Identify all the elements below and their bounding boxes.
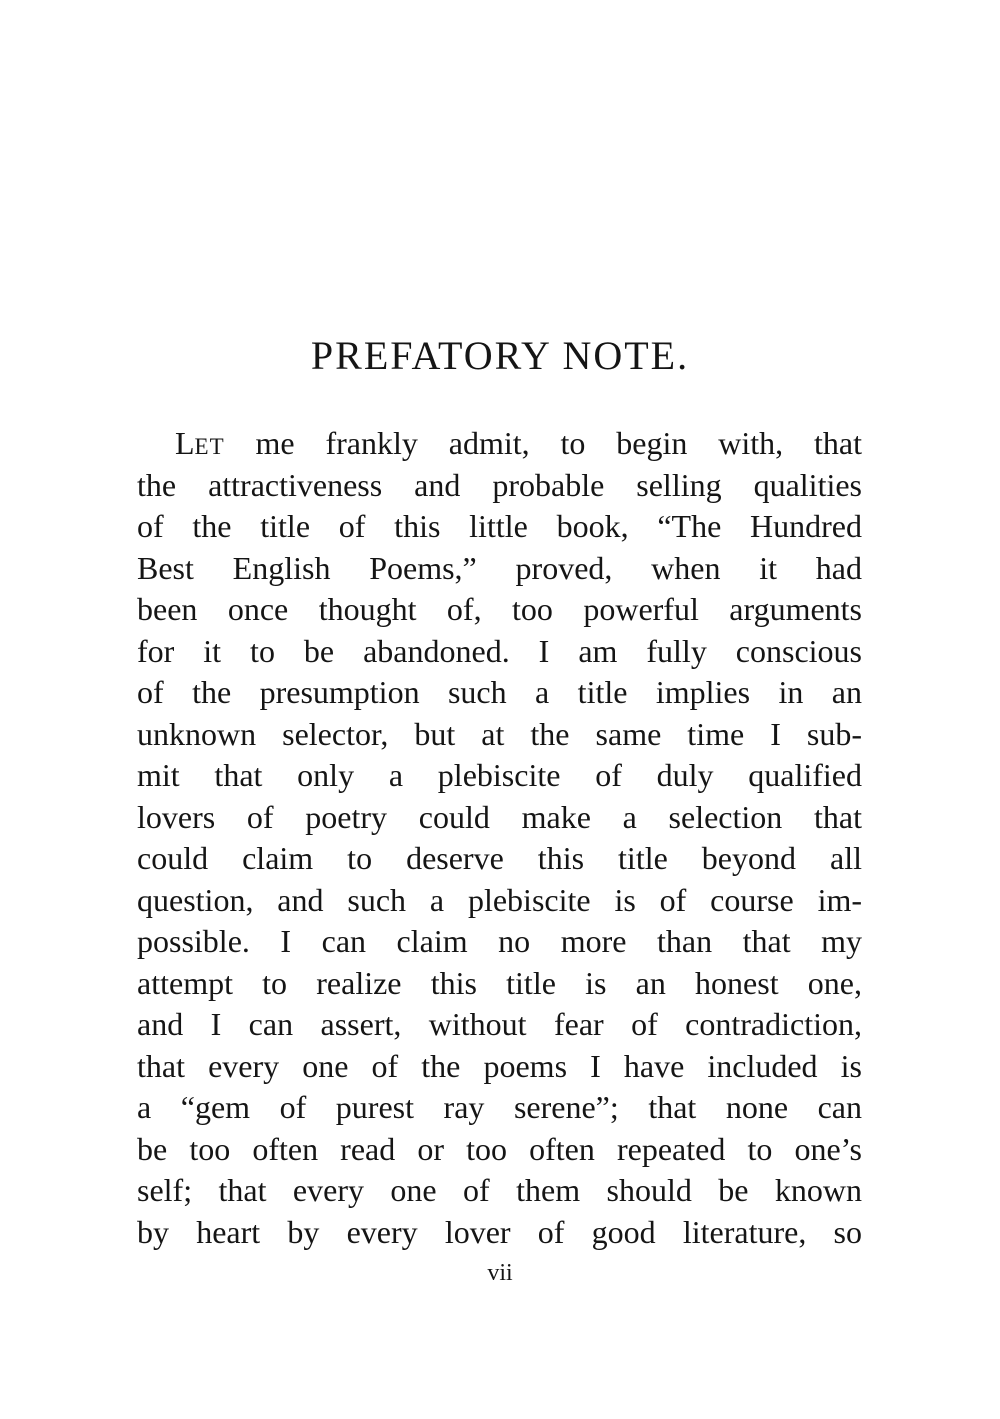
text-line: could claim to deserve this title beyond all (137, 840, 862, 876)
text-line: unknown selector, but at the same time I sub- (137, 715, 862, 752)
dropcap-small-caps: ET (194, 434, 225, 459)
dropcap-first-letter: L (175, 425, 195, 461)
text-line: been once thought of, too powerful arguments (137, 591, 862, 627)
text-line: that every one of the poems I have included is (137, 1047, 862, 1084)
page-number: vii (487, 1260, 513, 1286)
text-line: possible. I can claim no more than that my (137, 923, 862, 959)
text-line: lovers of poetry could make a selection that (137, 798, 862, 835)
text-line: of the title of this little book, “The Hundred (137, 508, 862, 544)
text-line: for it to be abandoned. I am fully conscious (137, 632, 862, 669)
text-line: attempt to realize this title is an honest one, (137, 964, 862, 1001)
text-line: a “gem of purest ray serene”; that none can (137, 1089, 862, 1125)
text-line: of the presumption such a title implies in an (137, 674, 862, 710)
text-line: Best English Poems,” proved, when it had (137, 549, 862, 586)
text-line: by heart by every lover of good literature, so (137, 1213, 862, 1250)
text-line-1-rest: me frankly admit, to begin with, that (224, 425, 862, 461)
page-heading: PREFATORY NOTE. (310, 333, 690, 378)
text-line: self; that every one of them should be known (137, 1172, 862, 1208)
text-line-1 (137, 423, 862, 465)
text-line: and I can assert, without fear of contradiction, (137, 1006, 862, 1042)
text-line: the attractiveness and probable selling qualities (137, 466, 862, 503)
prefatory-text (137, 423, 862, 1253)
text-line: be too often read or too often repeated to one’s (137, 1130, 862, 1167)
text-line: mit that only a plebiscite of duly qualified (137, 757, 862, 793)
text-line: question, and such a plebiscite is of course im- (137, 881, 862, 918)
